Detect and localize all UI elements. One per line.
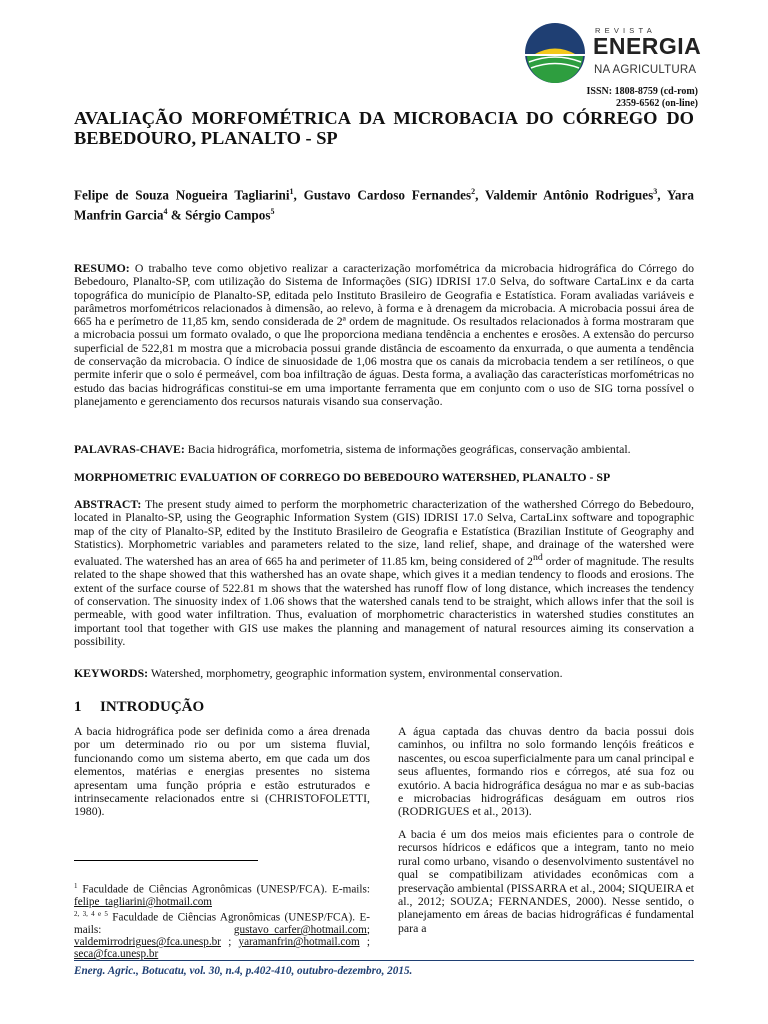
resumo-paragraph	[74, 262, 694, 408]
journal-footer: Energ. Agric., Botucatu, vol. 30, n.4, p.402-410, outubro-dezembro, 2015.	[74, 965, 413, 977]
email-link[interactable]: gustavo_carfer@hotmail.com	[233, 924, 367, 937]
author-affiliation: 2	[471, 187, 476, 196]
ordinal-superscript: nd	[532, 552, 543, 564]
abstract-paragraph	[74, 498, 694, 648]
footnote-1: $^1$ Faculdade de Ciências Agronômicas (UNESP/FCA). E-mails: felipe_tagliarini@hotmail.com	[74, 882, 370, 908]
issn-block	[587, 86, 698, 109]
issn-online: 2359-6562 (on-line)	[616, 97, 698, 109]
section-number: 1	[74, 699, 82, 715]
author-affiliation: 3	[653, 187, 658, 196]
abstract-text: The present study aimed to perform the morphometric characterization of the wathershed Córrego do Bebedouro, located in Planalto-SP, using the Geographic Information System (GIS) IDRISI 17.0 Selva, CartaLinx software and topographic map of the city of Planalto-SP, edited by the Instituto Brasileiro de Geografia e Estatística (Brazilian Institute of Geography and Statistics). Morphometric variables and parameters related to the size, land relief, shape, and drainage of the watershed were evaluated. The watershed has an area of 665 ha and perimeter of 11.85 km, being considered of 2	[74, 497, 694, 569]
logo-energia: ENERGIA	[593, 33, 702, 59]
email-link[interactable]: yaramanfrin@hotmail.com	[238, 936, 360, 949]
issn-cd: ISSN: 1808-8759 (cd-rom)	[586, 86, 698, 97]
section-title: INTRODUÇÃO	[100, 699, 205, 715]
author-name: Sérgio Campos	[185, 207, 271, 223]
keywords	[74, 667, 694, 680]
keywords-label: KEYWORDS:	[74, 666, 149, 680]
footnotes	[74, 880, 370, 961]
author-name: Gustavo Cardoso Fernandes	[303, 187, 472, 203]
palavras-chave	[74, 443, 694, 456]
section-heading	[74, 699, 204, 716]
english-title: MORPHOMETRIC EVALUATION OF CORREGO DO BEBEDOURO WATERSHED, PLANALTO - SP	[74, 470, 611, 484]
author-affiliation: 1	[289, 187, 294, 196]
footnote-2: $^{2, 3, 4 e 5}$ Faculdade de Ciências Agronômicas (UNESP/FCA). E-mails: gustavo_carfer@hotmail.com; valdemirrodrigues@fca.unesp.br ; yaramanfrin@hotmail.com ; seca@fca.unesp.br	[74, 910, 370, 961]
abstract-label: ABSTRACT:	[74, 497, 142, 511]
paper-title: AVALIAÇÃO MORFOMÉTRICA DA MICROBACIA DO CÓRREGO DO BEBEDOURO, PLANALTO - SP	[74, 108, 694, 148]
abstract-text-cont: order of magnitude. The results related to the shape showed that this wathershed has an ovate shape, which gives it a median tendency to floods and erosions. The extent of the surface course of 522.81 m shows that the watershed has runoff flow of long distance, which increases the tendency of conservation. The sinuosity index of 1.06 shows that the watershed canals tend to be straight, which allows infer that the soil is permeable, with good water infiltration. Thus, evaluation of morphometric characteristics in watershed studies constitutes an important tool that together with GIS use makes the planning and management of natural resources aiming its conservation a possibility.	[74, 554, 694, 648]
author-name: Felipe de Souza Nogueira Tagliarini	[74, 187, 290, 203]
palavras-label: PALAVRAS-CHAVE:	[74, 442, 185, 456]
email-link[interactable]: valdemirrodrigues@fca.unesp.br	[74, 936, 221, 949]
footnote-divider	[74, 860, 258, 861]
body-paragraph: A bacia hidrográfica pode ser definida como a área drenada por um determinado rio ou por um sistema fluvial, funcionando como um sistema aberto, em que cada um dos elementos, matérias e energias presentes no sistema apresentam uma função própria e estão estruturados e intrinsecamente relacionados entre si (CHRISTOFOLETTI, 1980).	[74, 724, 370, 819]
author-affiliation: 4	[163, 207, 168, 217]
palavras-text: Bacia hidrográfica, morfometria, sistema de informações geográficas, conservação ambiental.	[184, 442, 631, 456]
author-name: Valdemir Antônio Rodrigues	[485, 187, 654, 203]
author-list: Felipe de Souza Nogueira Tagliarini$^1$, Gustavo Cardoso Fernandes$^2$, Valdemir Antônio Rodrigues$^3$, Yara Manfrin Garcia$^4$ & Sérgio Campos$^5$	[74, 187, 694, 223]
resumo-text: O trabalho teve como objetivo realizar a caracterização morfométrica da microbacia hidrográfica do Córrego do Bebedouro, Planalto-SP, com utilização do Sistema de Informações (SIG) IDRISI 17.0 Selva, do software CartaLinx e da carta topográfica do município de Planalto-SP, editada pelo Instituto Brasileiro de Geografia e Estatística. Foram avaliadas variáveis e parâmetros morfométricos relacionados à dimensão, ao relevo, à forma e à drenagem da microbacia. A microbacia possui área de 665 ha e perímetro de 11,85 km, sendo considerada de 2ª ordem de magnitude. Os resultados relacionados à forma mostraram que a microbacia possui um formato ovalado, o que lhe proporciona mediana tendência a enchentes e erosões. A extensão do percurso superficial de 522,81 m mostra que a microbacia possui grande distância de escoamento da enxurrada, o que aumenta a tendência de conservação da microbacia. O índice de sinuosidade de 1,06 mostra que os canais da microbacia tendem a ser retilíneos, o que permite inferir que o solo é permeável, com boa infiltração de águas. Desta forma, a avaliação das características morfométricas no estudo das bacias hidrográficas constitui-se em uma importante ferramenta que em conjunto com o uso de SIG torna possível o planejamento e gerenciamento dos recursos naturais visando sua conservação.	[74, 261, 694, 408]
logo-revista: REVISTA	[595, 26, 656, 35]
energia-logo-icon	[523, 22, 587, 84]
keywords-text: Watershed, morphometry, geographic information system, environmental conservation.	[148, 666, 563, 680]
body-paragraph: A água captada das chuvas dentro da bacia possui dois caminhos, ou infiltra no solo formando lençóis freáticos e nascentes, ou escoa superficialmente para um canal principal e seus afluentes, formando rios e córregos, até sua foz ou exutório. A bacia hidrográfica deságua no mar e as sub-bacias e microbacias hidrográficas deságuam em outros rios (RODRIGUES et al., 2013).	[398, 724, 694, 819]
journal-logo	[523, 20, 713, 84]
author-affiliation: 5	[270, 207, 275, 217]
body-paragraph: A bacia é um dos meios mais eficientes para o controle de recursos hídricos e edáficos que a integram, tanto no meio rural como urbano, visando o desenvolvimento sustentável no qual se compatibilizam atividades econômicas com a preservação ambiental (PISSARRA et al., 2004; SIQUEIRA et al., 2012; SOUZA; FERNANDES, 2000). Nesse sentido, o planejamento em áreas de bacias hidrográficas é fundamental para a	[398, 827, 694, 935]
email-link[interactable]: seca@fca.unesp.br	[74, 948, 159, 961]
email-link[interactable]: felipe_tagliarini@hotmail.com	[74, 895, 212, 908]
logo-agricultura: NA AGRICULTURA	[594, 64, 697, 76]
footer-divider	[74, 960, 694, 961]
author-name: Yara Manfrin Garcia	[74, 187, 694, 223]
resumo-label: RESUMO:	[74, 261, 130, 275]
